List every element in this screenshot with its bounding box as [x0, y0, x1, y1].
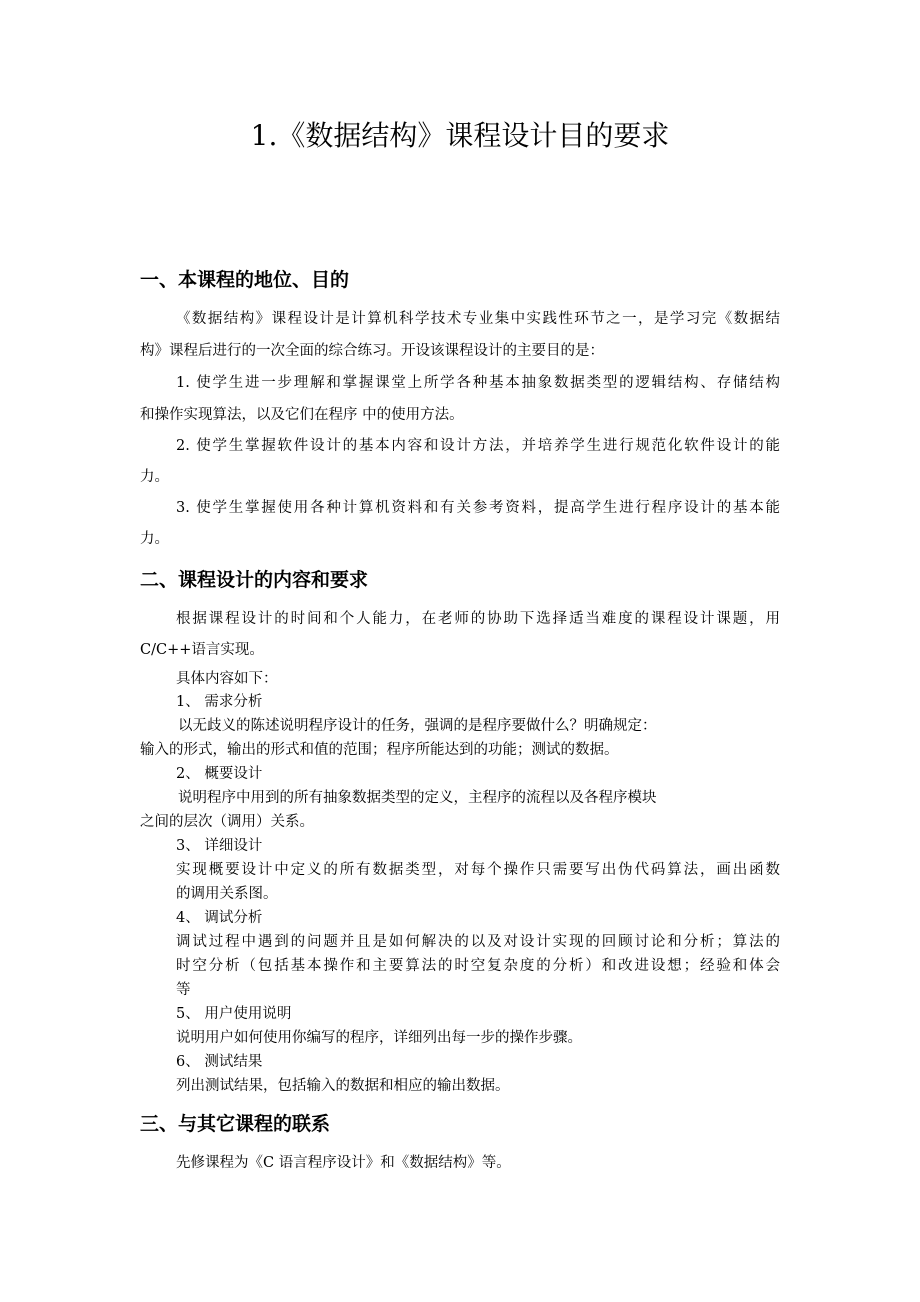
step4-line3: 等 [176, 982, 191, 998]
section1-item2-line1: 2. 使学生掌握软件设计的基本内容和设计方法，并培养学生进行规范化软件设计的能 [176, 438, 780, 454]
step5-label: 5、 用户使用说明 [176, 1006, 292, 1022]
step4-label: 4、 调试分析 [176, 910, 263, 926]
step2-label: 2、 概要设计 [176, 766, 263, 782]
section1-heading: 一、本课程的地位、目的 [140, 269, 350, 291]
step6-line1: 列出测试结果，包括输入的数据和相应的输出数据。 [176, 1078, 510, 1094]
section2-heading: 二、课程设计的内容和要求 [140, 569, 369, 591]
step1-line2: 输入的形式，输出的形式和值的范围；程序所能达到的功能；测试的数据。 [140, 742, 619, 758]
step2-line2: 之间的层次（调用）关系。 [140, 814, 314, 830]
content-label: 具体内容如下： [176, 671, 278, 687]
section1-item3-line2: 力。 [140, 531, 169, 547]
step6-label: 6、 测试结果 [176, 1054, 263, 1070]
section1-item1-line1: 1. 使学生进一步理解和掌握课堂上所学各种基本抽象数据类型的逻辑结构、存储结构 [176, 375, 780, 391]
step4-line2: 时空分析（包括基本操作和主要算法的时空复杂度的分析）和改进设想；经验和体会 [176, 958, 780, 974]
section2-intro-line1: 根据课程设计的时间和个人能力，在老师的协助下选择适当难度的课程设计课题，用 [176, 611, 780, 627]
section1-para1-line1: 《数据结构》课程设计是计算机科学技术专业集中实践性环节之一，是学习完《数据结 [176, 311, 780, 327]
step1-line1: 以无歧义的陈述说明程序设计的任务，强调的是程序要做什么？明确规定： [178, 718, 657, 734]
step3-line1: 实现概要设计中定义的所有数据类型，对每个操作只需要写出伪代码算法，画出函数 [176, 862, 780, 878]
step4-line1: 调试过程中遇到的问题并且是如何解决的以及对设计实现的回顾讨论和分析；算法的 [176, 934, 780, 950]
section1-item2-line2: 力。 [140, 469, 169, 485]
page-title: 1.《数据结构》课程设计目的要求 [250, 119, 670, 152]
step3-line2: 的调用关系图。 [176, 886, 278, 902]
section2-intro-line2: C/C++语言实现。 [140, 642, 264, 658]
step3-label: 3、 详细设计 [176, 838, 263, 854]
section1-item1-line2: 和操作实现算法，以及它们在程序 中的使用方法。 [140, 407, 464, 423]
section3-heading: 三、与其它课程的联系 [140, 1113, 331, 1135]
section3-text: 先修课程为《C 语言程序设计》和《数据结构》等。 [176, 1155, 511, 1171]
step5-line1: 说明用户如何使用你编写的程序，详细列出每一步的操作步骤。 [176, 1030, 582, 1046]
step2-line1: 说明程序中用到的所有抽象数据类型的定义，主程序的流程以及各程序模块 [178, 790, 657, 806]
section1-para1-line2: 构》课程后进行的一次全面的综合练习。开设该课程设计的主要目的是： [140, 343, 604, 359]
section1-item3-line1: 3. 使学生掌握使用各种计算机资料和有关参考资料，提高学生进行程序设计的基本能 [176, 500, 780, 516]
step1-label: 1、 需求分析 [176, 694, 263, 710]
